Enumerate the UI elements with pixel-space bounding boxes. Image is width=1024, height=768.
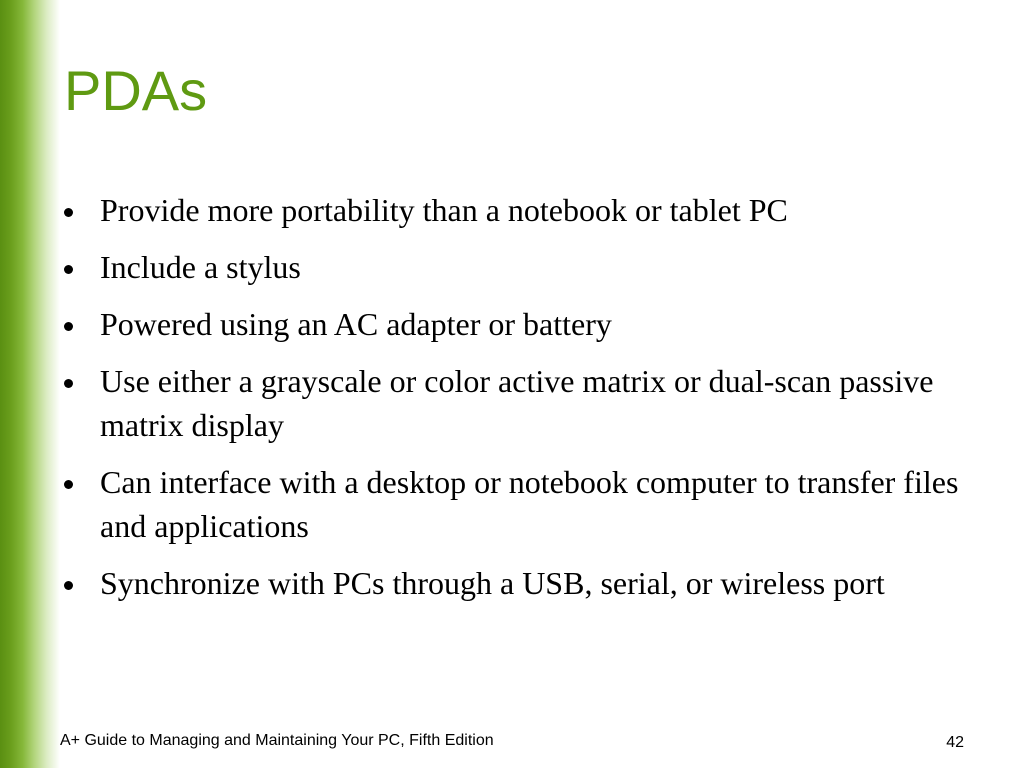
bullet-list bbox=[64, 188, 974, 618]
bullet-item bbox=[64, 302, 974, 346]
bullet-dot-icon bbox=[64, 322, 73, 331]
bullet-dot-icon bbox=[64, 379, 73, 388]
bullet-item bbox=[64, 561, 974, 605]
bullet-dot-icon bbox=[64, 480, 73, 489]
bullet-dot-icon bbox=[64, 208, 73, 217]
bullet-dot-icon bbox=[64, 265, 73, 274]
bullet-item bbox=[64, 188, 974, 232]
bullet-text: Include a stylus bbox=[100, 249, 301, 285]
bullet-text: Use either a grayscale or color active matrix or dual-scan passive matrix display bbox=[100, 363, 934, 443]
bullet-text: Powered using an AC adapter or battery bbox=[100, 306, 612, 342]
page-number: 42 bbox=[946, 734, 964, 751]
bullet-text: Provide more portability than a notebook or tablet PC bbox=[100, 192, 788, 228]
bullet-item bbox=[64, 359, 974, 447]
green-gradient-side-bar bbox=[0, 0, 60, 768]
footer-book-title: A+ Guide to Managing and Maintaining Your PC, Fifth Edition bbox=[60, 732, 494, 749]
bullet-item bbox=[64, 245, 974, 289]
bullet-dot-icon bbox=[64, 581, 73, 590]
bullet-item bbox=[64, 460, 974, 548]
slide-title: PDAs bbox=[64, 59, 208, 122]
bullet-text: Can interface with a desktop or notebook computer to transfer files and applications bbox=[100, 464, 959, 544]
bullet-text: Synchronize with PCs through a USB, serial, or wireless port bbox=[100, 565, 885, 601]
